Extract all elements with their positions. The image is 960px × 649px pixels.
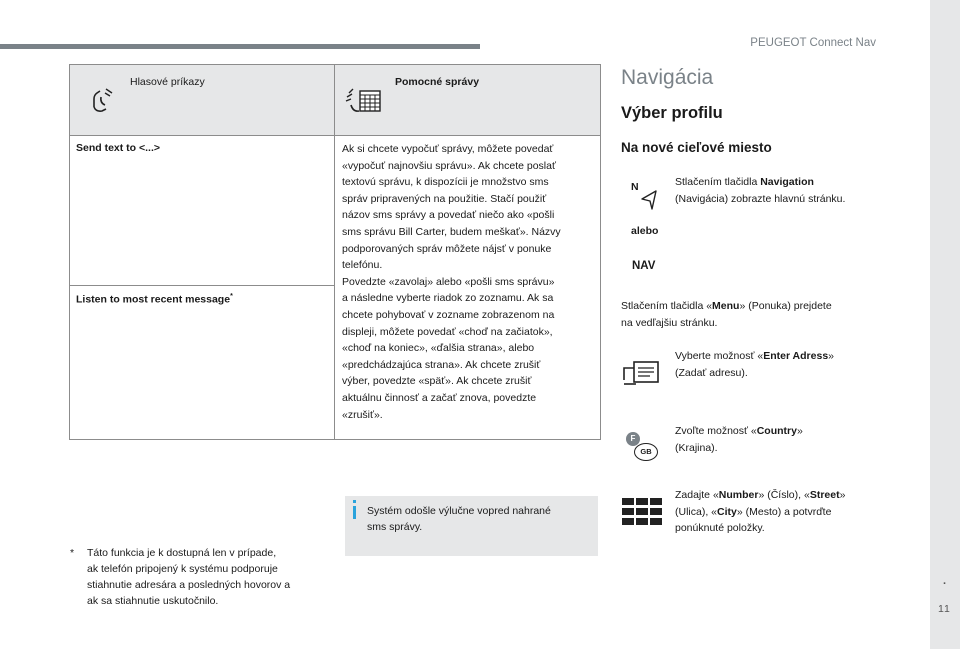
command-listen-recent: Listen to most recent message* (76, 293, 233, 306)
section-title: Navigácia (621, 66, 714, 89)
voice-command-table (69, 64, 601, 440)
section-subtitle: Výber profilu (621, 104, 723, 122)
column-divider (334, 65, 335, 439)
table-col1-header: Hlasové príkazy (130, 76, 205, 88)
footnote-mark: * (70, 547, 75, 559)
page-number: 11 (938, 603, 951, 615)
country-icon (626, 432, 662, 462)
table-col2-header: Pomocné správy (395, 76, 480, 88)
voice-command-icon (88, 85, 114, 113)
country-badge-gb: GB (634, 443, 658, 461)
info-note-text: Systém odošle výlučne vopred nahrané sms správy. (367, 505, 551, 533)
north-label: N (631, 181, 639, 193)
step4-text: Zvoľte možnosť «Country» (Krajina). (675, 425, 803, 454)
help-message-text: Ak si chcete vypočuť správy, môžete povedať «vypočuť najnovšiu správu». Ak chcete poslať textovú správu, k dispozícii je množstvo sms správ pripravených na použitie. Stačí použiť názov sms správy a povedať niečo ako «pošli sms správu Bill Carter, budem meškať». Názvy podporovaných správ môžete nájsť v ponuke telefónu. Povedzte «zavolaj» alebo «pošli sms správu» a následne vyberte riadok zo zoznamu. Ak sa chcete pohybovať v zozname zobrazenom na displeji, môžete povedať «choď na začiatok», «choď na koniec», «ďalšia strana», alebo «predchádzajúca strana». Ak chcete zrušiť výber, povedzte «späť». Ak chcete zrušiť aktuálnu činnosť a začať znova, povedzte «zrušiť». (342, 143, 561, 421)
step1-text: Stlačením tlačidla Navigation (Navigácia) zobrazte hlavnú stránku. (675, 176, 846, 205)
footnote-text: Táto funkcia je k dostupná len v prípade, ak telefón pripojený k systému podporuje stiahnutie adresára a posledných hovorov a ak sa stiahnutie uskutočnilo. (87, 547, 291, 607)
side-strip (930, 0, 960, 649)
top-rule (0, 44, 480, 49)
section-heading: Na nové cieľové miesto (621, 140, 772, 155)
command-send-text: Send text to <...> (76, 142, 161, 154)
row-divider (70, 285, 334, 286)
keypad-grid-icon (622, 498, 662, 526)
enter-address-icon (622, 358, 662, 388)
nav-button-label: NAV (632, 260, 656, 272)
info-icon (353, 500, 356, 503)
country-badge-f: F (626, 432, 640, 446)
header-brand: PEUGEOT Connect Nav (750, 37, 876, 49)
info-note (345, 496, 598, 556)
page-dot: . (943, 575, 947, 587)
help-messages-icon (343, 85, 383, 115)
step2-text: Stlačením tlačidla «Menu» (Ponuka) prejdete na vedľajšiu stránku. (621, 300, 832, 329)
step5-text: Zadajte «Number» (Číslo), «Street» (Ulica), «City» (Mesto) a potvrďte ponúknuté položky. (675, 489, 846, 535)
info-icon-bar (353, 506, 356, 519)
or-label: alebo (631, 225, 659, 237)
step3-text: Vyberte možnosť «Enter Adress» (Zadať adresu). (675, 350, 834, 379)
